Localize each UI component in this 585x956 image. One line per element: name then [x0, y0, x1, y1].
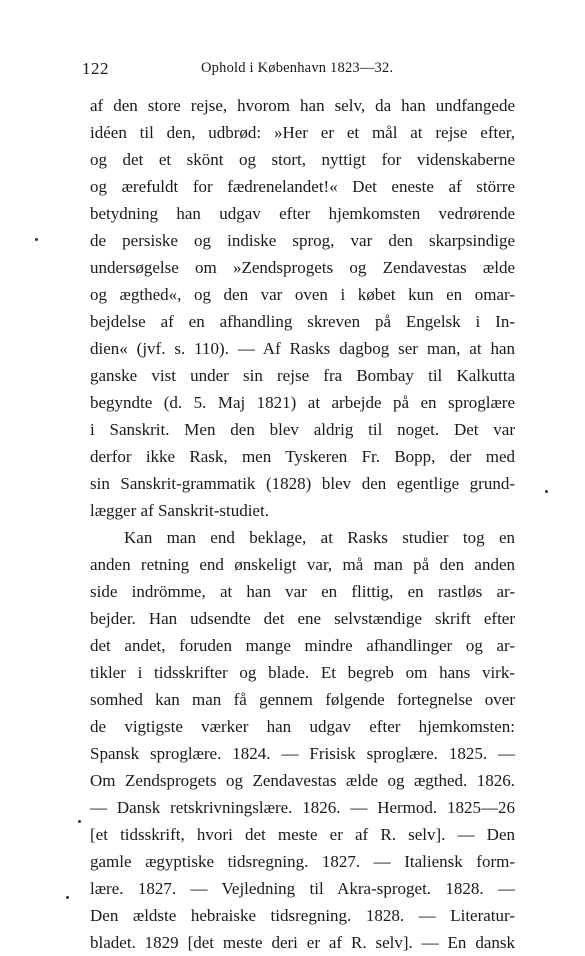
text-line: derfor ikke Rask, men Tyskeren Fr. Bopp, der med [90, 447, 515, 466]
text-line: og det et skönt og stort, nyttigt for videnskaberne [90, 150, 515, 169]
text-line: side indrömme, at han var en flittig, en rastløs ar- [90, 582, 515, 601]
scan-speck [78, 820, 81, 823]
text-line: sin Sanskrit-grammatik (1828) blev den egentlige grund- [90, 474, 515, 493]
text-line: de persiske og indiske sprog, var den skarpsindige [90, 231, 515, 250]
text-line: ganske vist under sin rejse fra Bombay til Kalkutta [90, 366, 515, 385]
text-line: lægger af Sanskrit-studiet. [90, 501, 269, 520]
text-line: — Dansk retskrivningslære. 1826. — Hermod. 1825—26 [90, 798, 515, 817]
page-number: 122 [82, 59, 109, 78]
text-line: undersøgelse om »Zendsprogets og Zendavestas ælde [90, 258, 515, 277]
text-line: gamle ægyptiske tidsregning. 1827. — Italiensk form- [90, 852, 515, 871]
text-line: lære. 1827. — Vejledning til Akra-sproget. 1828. — [90, 879, 515, 898]
body-text [90, 92, 515, 956]
text-line: Kan man end beklage, at Rasks studier tog en [124, 528, 515, 547]
running-header: Ophold i København 1823—32. [201, 60, 394, 76]
text-line: Om Zendsprogets og Zendavestas ælde og ægthed. 1826. [90, 771, 515, 790]
text-line: [et tidsskrift, hvori det meste er af R. selv]. — Den [90, 825, 515, 844]
scan-speck [545, 490, 548, 493]
text-line: bejdelse af en afhandling skreven på Engelsk i In- [90, 312, 515, 331]
text-line: tikler i tidsskrifter og blade. Et begreb om hans virk- [90, 663, 515, 682]
text-line: anden retning end ønskeligt var, må man på den anden [90, 555, 515, 574]
scan-speck [66, 896, 69, 899]
text-line: somhed kan man få gennem følgende fortegnelse over [90, 690, 515, 709]
text-line: og ægthed«, og den var oven i købet kun en omar- [90, 285, 515, 304]
text-line: de vigtigste værker han udgav efter hjemkomsten: [90, 717, 515, 736]
text-line: idéen til den, udbrød: »Her er et mål at rejse efter, [90, 123, 515, 142]
text-line: betydning han udgav efter hjemkomsten vedrørende [90, 204, 515, 223]
text-line: begyndte (d. 5. Maj 1821) at arbejde på en sproglære [90, 393, 515, 412]
text-line: bladet. 1829 [det meste deri er af R. selv]. — En dansk [90, 933, 515, 952]
text-line: Spansk sproglære. 1824. — Frisisk sproglære. 1825. — [90, 744, 515, 763]
scan-speck [35, 238, 38, 241]
text-line: bejder. Han udsendte det ene selvstændige skrift efter [90, 609, 515, 628]
text-line: Den ældste hebraiske tidsregning. 1828. — Literatur- [90, 906, 515, 925]
text-line: af den store rejse, hvorom han selv, da han undfangede [90, 96, 515, 115]
text-line: og ærefuldt for fædrenelandet!« Det eneste af större [90, 177, 515, 196]
text-line: dien« (jvf. s. 110). — Af Rasks dagbog ser man, at han [90, 339, 515, 358]
text-line: i Sanskrit. Men den blev aldrig til noget. Det var [90, 420, 515, 439]
text-line: det andet, foruden mange mindre afhandlinger og ar- [90, 636, 515, 655]
